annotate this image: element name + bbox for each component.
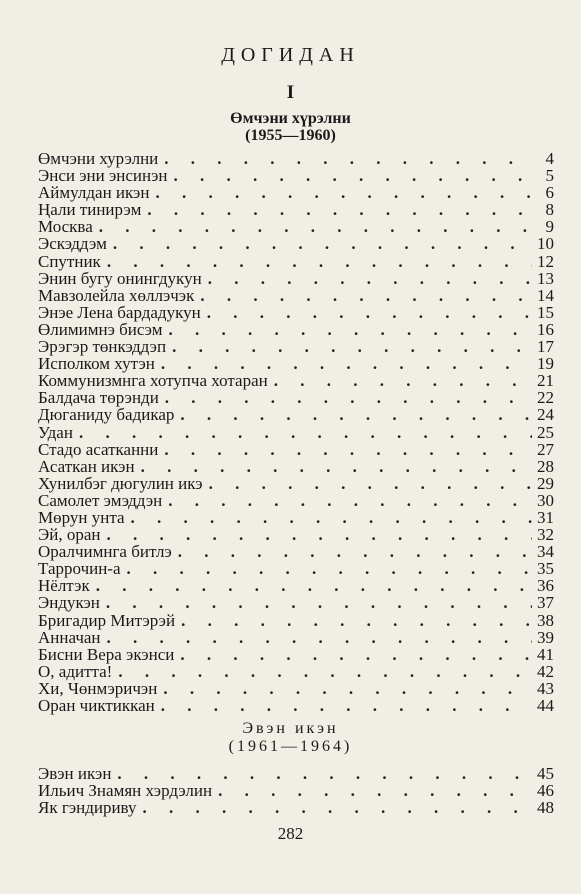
toc-entry-page: 12 [537, 251, 554, 271]
toc-leader-dots [79, 424, 532, 441]
toc-leader-dots [143, 799, 532, 816]
toc-entry-title: Исполком хутэн [38, 354, 155, 374]
section-title: Өмчэни хүрэлни [230, 110, 351, 127]
toc-entry-title: Балдача төрэнди [38, 388, 159, 408]
toc-entry [38, 441, 554, 458]
toc-entry-page: 25 [537, 422, 554, 442]
toc-entry-title: Эвэн икэн [38, 764, 112, 783]
toc-leader-dots [99, 218, 532, 235]
toc-entry-page: 5 [545, 166, 554, 186]
toc-entry [38, 799, 554, 816]
toc-entry-title: Анначан [38, 627, 101, 647]
toc-entry-title: Як гэндириву [38, 798, 137, 818]
toc-entry-title: Хи, Чөнмэричэн [38, 678, 158, 698]
toc-leader-dots [96, 577, 532, 594]
toc-entry-title: Оралчимнга битлэ [38, 542, 172, 562]
toc-leader-dots [218, 782, 532, 799]
toc-entry-page: 22 [537, 388, 554, 408]
toc-entry-title: Эрэгэр төнкэддэп [38, 337, 167, 357]
toc-leader-dots [141, 458, 532, 475]
toc-entry [38, 526, 554, 543]
toc-entry [38, 782, 554, 799]
toc-leader-dots [169, 321, 532, 338]
toc-entry [38, 629, 554, 646]
toc-leader-dots [147, 201, 532, 218]
toc-entry-title: Энин бугу онингдукун [38, 268, 202, 288]
toc-entry-page: 32 [537, 525, 554, 545]
table-of-contents-section-1 [38, 150, 554, 714]
section-years: (1955—1960) [245, 127, 336, 144]
toc-entry [38, 594, 554, 611]
toc-entry-title: Оран чиктиккан [38, 696, 155, 715]
toc-entry-title: Хунилбэг дюгулин икэ [38, 473, 203, 493]
toc-leader-dots [155, 184, 532, 201]
toc-leader-dots [178, 543, 532, 560]
toc-leader-dots [107, 253, 532, 270]
toc-entry [38, 577, 554, 594]
toc-entry-title: Өлимимнэ бисэм [38, 319, 163, 339]
toc-entry-page: 44 [537, 696, 554, 715]
toc-entry-page: 38 [537, 610, 554, 630]
toc-entry [38, 458, 554, 475]
toc-entry [38, 201, 554, 218]
toc-entry-title: Асаткан икэн [38, 456, 135, 476]
toc-leader-dots [106, 594, 532, 611]
toc-entry [38, 475, 554, 492]
toc-entry [38, 663, 554, 680]
toc-entry-title: Эскэддэм [38, 234, 107, 254]
toc-entry-page: 6 [545, 183, 554, 203]
toc-leader-dots [161, 697, 532, 714]
toc-entry-page: 4 [545, 149, 554, 168]
toc-leader-dots [172, 338, 532, 355]
toc-entry [38, 646, 554, 663]
toc-entry-page: 31 [537, 507, 554, 527]
toc-leader-dots [165, 389, 532, 406]
toc-entry-page: 28 [537, 456, 554, 476]
toc-entry-page: 45 [537, 764, 554, 783]
toc-entry-title: Энси эни энсинэн [38, 166, 168, 186]
toc-entry-title: Аймулдан икэн [38, 183, 150, 203]
toc-entry-page: 17 [537, 337, 554, 357]
toc-leader-dots [207, 304, 532, 321]
toc-entry-title: Эй, оран [38, 525, 101, 545]
toc-entry-page: 30 [537, 490, 554, 510]
toc-leader-dots [168, 492, 532, 509]
toc-leader-dots [181, 612, 532, 629]
toc-entry-title: Стадо асатканни [38, 439, 159, 459]
toc-entry-page: 48 [537, 798, 554, 818]
toc-entry [38, 697, 554, 714]
toc-entry [38, 270, 554, 287]
toc-entry-title: Бисни Вера экэнси [38, 644, 175, 664]
toc-entry [38, 492, 554, 509]
toc-entry-title: Эндукэн [38, 593, 100, 613]
toc-entry-page: 21 [537, 371, 554, 391]
toc-entry-page: 8 [545, 200, 554, 220]
toc-leader-dots [117, 765, 532, 782]
toc-entry-title: Коммунизмнга хотупча хотаран [38, 371, 268, 391]
toc-entry [38, 287, 554, 304]
toc-entry [38, 406, 554, 423]
toc-leader-dots [107, 629, 532, 646]
toc-entry-title: Ңали тинирэм [38, 200, 142, 220]
toc-entry-page: 46 [537, 781, 554, 801]
toc-entry [38, 321, 554, 338]
table-of-contents-section-2 [38, 765, 554, 816]
toc-entry-page: 39 [537, 627, 554, 647]
section-title: Эвэн икэн [242, 720, 339, 737]
toc-entry-page: 35 [537, 559, 554, 579]
toc-entry-title: Өмчэни хурэлни [38, 149, 159, 168]
toc-entry-title: Таррочин-а [38, 559, 121, 579]
toc-leader-dots [200, 287, 532, 304]
toc-entry [38, 765, 554, 782]
toc-leader-dots [118, 663, 532, 680]
toc-entry-title: Мөрун унта [38, 507, 125, 527]
toc-entry-page: 14 [537, 285, 554, 305]
toc-entry-title: Энэе Лена бардадукун [38, 302, 201, 322]
toc-leader-dots [131, 509, 532, 526]
toc-entry [38, 150, 554, 167]
toc-entry-title: Дюганиду бадикар [38, 405, 175, 425]
toc-leader-dots [180, 406, 532, 423]
toc-entry [38, 509, 554, 526]
toc-leader-dots [173, 167, 532, 184]
toc-leader-dots [209, 475, 532, 492]
toc-entry [38, 612, 554, 629]
toc-entry [38, 560, 554, 577]
toc-entry-page: 36 [537, 576, 554, 596]
toc-entry [38, 424, 554, 441]
toc-entry-page: 15 [537, 302, 554, 322]
toc-entry-page: 16 [537, 319, 554, 339]
toc-entry-title: Самолет эмэддэн [38, 490, 163, 510]
toc-entry [38, 167, 554, 184]
toc-entry [38, 338, 554, 355]
toc-leader-dots [113, 235, 532, 252]
toc-entry [38, 680, 554, 697]
toc-leader-dots [163, 680, 532, 697]
toc-leader-dots [106, 526, 532, 543]
toc-entry-title: Нёлтэк [38, 576, 90, 596]
toc-entry [38, 235, 554, 252]
toc-entry-title: Удан [38, 422, 73, 442]
toc-entry [38, 184, 554, 201]
toc-leader-dots [164, 150, 532, 167]
section-years: (1961—1964) [228, 738, 353, 755]
part-numeral: I [286, 82, 295, 103]
toc-leader-dots [274, 372, 532, 389]
toc-entry-page: 13 [537, 268, 554, 288]
toc-entry [38, 304, 554, 321]
toc-entry-title: Спутник [38, 251, 101, 271]
page-title: ДОГИДАН [221, 44, 360, 66]
toc-entry [38, 372, 554, 389]
toc-entry-page: 29 [537, 473, 554, 493]
toc-entry-page: 37 [537, 593, 554, 613]
toc-entry [38, 389, 554, 406]
toc-leader-dots [164, 441, 532, 458]
toc-entry-page: 34 [537, 542, 554, 562]
toc-entry [38, 543, 554, 560]
toc-leader-dots [127, 560, 532, 577]
toc-entry-page: 24 [537, 405, 554, 425]
toc-entry [38, 355, 554, 372]
toc-entry-title: О, адитта! [38, 661, 113, 681]
toc-entry-page: 42 [537, 661, 554, 681]
toc-entry-page: 10 [537, 234, 554, 254]
toc-entry-page: 43 [537, 678, 554, 698]
toc-entry [38, 253, 554, 270]
toc-entry-page: 9 [545, 217, 554, 237]
page-number: 282 [277, 824, 304, 843]
toc-entry-title: Ильич Знамян хэрдэлин [38, 781, 213, 801]
toc-entry-title: Бригадир Митэрэй [38, 610, 176, 630]
toc-entry-title: Мавзолейла хөллэчэк [38, 285, 195, 305]
toc-leader-dots [161, 355, 532, 372]
toc-entry-title: Москва [38, 217, 93, 237]
toc-leader-dots [208, 270, 532, 287]
toc-entry-page: 27 [537, 439, 554, 459]
toc-leader-dots [180, 646, 532, 663]
toc-entry [38, 218, 554, 235]
toc-entry-page: 19 [537, 354, 554, 374]
toc-entry-page: 41 [537, 644, 554, 664]
